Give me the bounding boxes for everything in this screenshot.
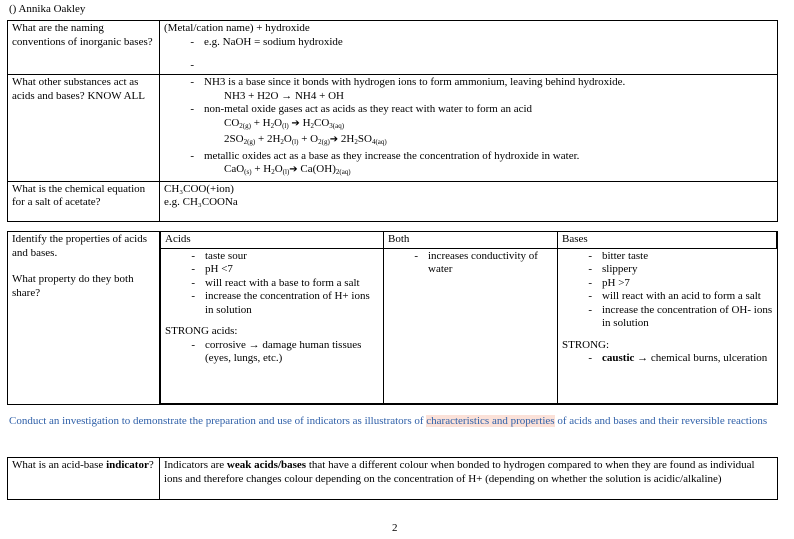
list-item: - corrosive → damage human tissues (eyes, lungs, etc.) — [191, 338, 362, 364]
question-cell: What are the naming conventions of inorganic bases? — [8, 21, 160, 75]
list-item: - increase the concentration of H+ ions in solution — [191, 290, 370, 316]
table-row — [8, 21, 778, 75]
equation: $2SO_{2(g)} + 2H_2O_{(l)}$ + $O_{2(g)}➔$ $2H_2SO_{4(aq)}$ — [224, 133, 387, 146]
answer-cell: Indicators are weak acids/bases that have a different colour when bonded to hydrogen compared to when they are found as individual ions and therefore changes colour depending on the concentration of H+ (depending on whether the solution is acidic/alkaline) — [160, 458, 778, 500]
answer-lead: (Metal/cation name) + hydroxide — [164, 22, 310, 34]
list-item: - will react with an acid to form a salt — [588, 290, 761, 302]
both-cell — [384, 248, 558, 403]
table-row — [161, 248, 777, 403]
strong-label: STRONG: — [562, 338, 610, 351]
list-item: - pH <7 — [191, 263, 233, 275]
list-item: - pH >7 — [588, 276, 630, 289]
properties-table — [7, 231, 778, 405]
header-both: Both — [384, 232, 558, 248]
acids-cell — [161, 248, 384, 403]
list-item: - increases conductivity of water — [414, 249, 538, 275]
question-cell — [8, 232, 160, 405]
list-item: - metallic oxides act as a base as they increase the concentration of hydroxide in water. — [190, 149, 580, 162]
answer-line: CH₃COO(+ion) — [164, 182, 234, 195]
question-cell: What is the chemical equation for a salt of acetate? — [8, 181, 160, 221]
table-row — [8, 75, 778, 182]
list-item: - — [190, 59, 194, 71]
list-item: - taste sour — [191, 249, 247, 262]
indicator-table — [7, 457, 778, 500]
list-item: - slippery — [588, 263, 638, 275]
equation: NH3 + H2O → NH4 + OH — [224, 89, 344, 102]
list-item: - caustic → chemical burns, ulceration — [588, 352, 768, 364]
section-heading: Conduct an investigation to demonstrate the preparation and use of indicators as illustrators of characteristics and properties of acids and bases and their reversible reactions — [9, 415, 768, 427]
answer-cell — [160, 21, 778, 75]
answer-line: e.g. CH₃COONa — [164, 196, 238, 208]
header-row — [161, 232, 777, 248]
table-row — [8, 181, 778, 221]
naming-table — [7, 20, 778, 222]
list-item: - e.g. NaOH = sodium hydroxide — [190, 35, 343, 48]
list-item: - NH3 is a base since it bonds with hydrogen ions to form ammonium, leaving behind hydroxide. — [190, 76, 626, 88]
answer-cell — [160, 181, 778, 221]
page-number: 2 — [392, 522, 398, 534]
list-item: - non-metal oxide gases act as acids as they react with water to form an acid — [190, 103, 533, 115]
list-item: - will react with a base to form a salt — [191, 276, 360, 289]
properties-inner-table — [160, 232, 777, 404]
table-row — [8, 458, 778, 500]
bases-cell — [558, 248, 777, 403]
header-bases: Bases — [558, 232, 777, 248]
question-text: Identify the properties of acids and bases. — [12, 233, 148, 259]
table-row — [8, 232, 778, 405]
header-acids: Acids — [161, 232, 384, 248]
answer-cell — [160, 75, 778, 182]
list-item: - increase the concentration of OH- ions in solution — [588, 303, 773, 329]
question-cell: What is an acid-base indicator? — [8, 458, 160, 500]
list-item: - bitter taste — [588, 249, 649, 262]
question-cell: What other substances act as acids and bases? KNOW ALL — [8, 75, 160, 182]
question-text: What property do they both share? — [12, 273, 134, 299]
properties-inner-cell — [160, 232, 778, 405]
equation: $CO_{2(g)} + H_2O_{(l)}$ ➔ $H_2CO_{3(aq)}$ — [224, 116, 345, 130]
strong-label: STRONG acids: — [165, 325, 238, 337]
author-name: () Annika Oakley — [9, 3, 86, 15]
equation: $CaO_{(s)} + H_2O_{(l)}➔$ $Ca(OH)_{2(aq)}$ — [224, 163, 351, 176]
highlighted-text: characteristics and properties — [426, 415, 555, 427]
